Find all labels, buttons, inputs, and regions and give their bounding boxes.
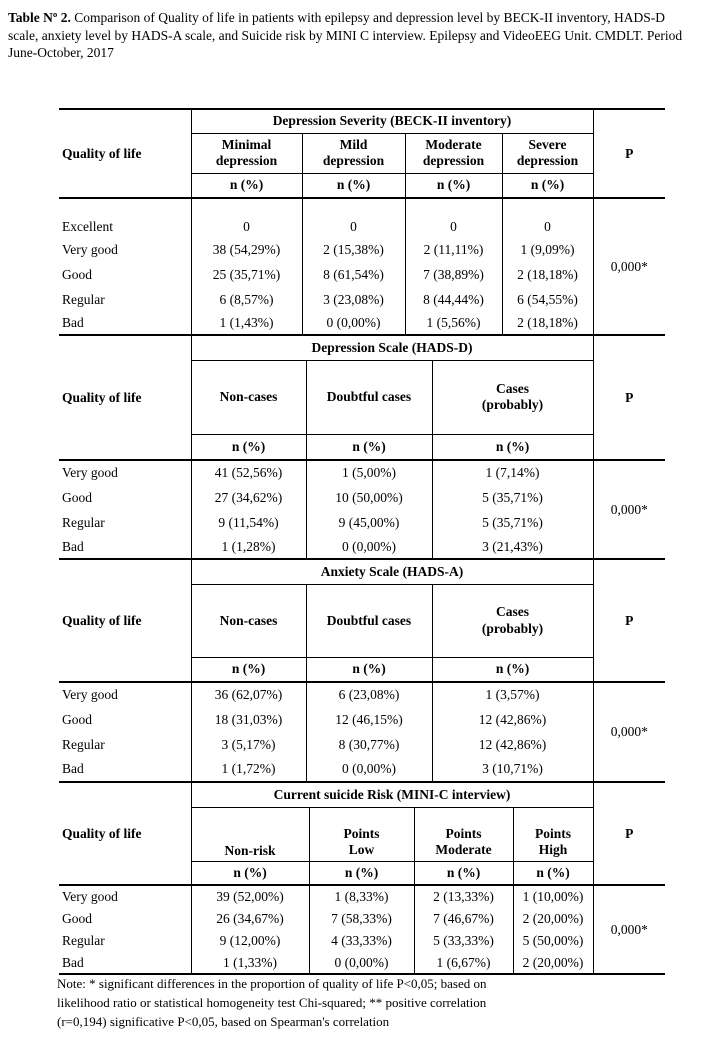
- value-cell: 3 (23,08%): [302, 287, 405, 312]
- count-header: n (%): [191, 173, 302, 198]
- beck-section-table: [59, 108, 665, 336]
- table-row: [59, 287, 665, 312]
- count-header: n (%): [306, 657, 432, 682]
- value-cell: 26 (34,67%): [191, 908, 309, 930]
- count-header: n (%): [302, 173, 405, 198]
- count-header: n (%): [502, 173, 593, 198]
- value-cell: 1 (10,00%): [513, 885, 593, 908]
- value-cell: 0: [405, 216, 502, 237]
- hadsd-section-table: [59, 336, 665, 560]
- table-caption-text: Comparison of Quality of life in patients with epilepsy and depression level by BECK-II inventory, HADS-D scale, anxiety level by HADS-A scale, and Suicide risk by MINI C interview. Epilepsy and VideoEEG Unit. CMDLT. Period June-October, 2017: [8, 10, 683, 60]
- col-header: Mild depression: [302, 133, 405, 173]
- table-row: [59, 707, 665, 732]
- value-cell: 1 (7,14%): [432, 460, 593, 485]
- table-row: [59, 460, 665, 485]
- value-cell: 2 (18,18%): [502, 312, 593, 335]
- count-header: n (%): [191, 657, 306, 682]
- value-cell: 1 (3,57%): [432, 682, 593, 707]
- row-label: Good: [62, 266, 92, 282]
- value-cell: 1 (1,33%): [191, 952, 309, 974]
- value-cell: 1 (1,43%): [191, 312, 302, 335]
- value-cell: 0 (0,00%): [302, 312, 405, 335]
- value-cell: 2 (11,11%): [405, 237, 502, 262]
- row-label: Excellent: [62, 218, 113, 234]
- col-header: Severe depression: [502, 133, 593, 173]
- value-cell: 2 (20,00%): [513, 952, 593, 974]
- value-cell: 1 (1,72%): [191, 757, 306, 782]
- row-header-cell: Quality of life: [59, 560, 191, 682]
- row-label: Bad: [59, 535, 191, 559]
- table-row: [59, 216, 665, 237]
- value-cell: 5 (35,71%): [432, 510, 593, 535]
- table-row: [59, 930, 665, 952]
- section-title: Anxiety Scale (HADS-A): [191, 560, 593, 584]
- row-label: Regular: [62, 736, 105, 752]
- minic-section-table: [59, 783, 665, 975]
- value-cell: 1 (6,67%): [414, 952, 513, 974]
- value-cell: 1 (9,09%): [502, 237, 593, 262]
- section-title: Current suicide Risk (MINI-C interview): [191, 783, 593, 807]
- p-value-cell: 0,000*: [593, 682, 665, 782]
- col-header: Cases (probably): [432, 360, 593, 434]
- p-value-cell: 0,000*: [593, 198, 665, 335]
- count-header: n (%): [414, 861, 513, 885]
- value-cell: 10 (50,00%): [306, 485, 432, 510]
- value-cell: 41 (52,56%): [191, 460, 306, 485]
- value-cell: 5 (33,33%): [414, 930, 513, 952]
- value-cell: 27 (34,62%): [191, 485, 306, 510]
- table-row: [59, 535, 665, 559]
- hadsa-section-table: [59, 560, 665, 783]
- value-cell: 7 (46,67%): [414, 908, 513, 930]
- count-header: n (%): [309, 861, 414, 885]
- value-cell: 8 (61,54%): [302, 262, 405, 287]
- p-value-cell: 0,000*: [593, 885, 665, 974]
- value-cell: 2 (15,38%): [302, 237, 405, 262]
- value-cell: 3 (5,17%): [191, 732, 306, 757]
- p-header: P: [593, 336, 665, 460]
- count-header: n (%): [306, 434, 432, 460]
- value-cell: 6 (23,08%): [306, 682, 432, 707]
- table-row: [59, 262, 665, 287]
- value-cell: 38 (54,29%): [191, 237, 302, 262]
- row-label: Good: [62, 711, 92, 727]
- count-header: n (%): [191, 861, 309, 885]
- row-label: Very good: [62, 241, 118, 257]
- value-cell: 8 (30,77%): [306, 732, 432, 757]
- p-value-cell: 0,000*: [593, 460, 665, 559]
- value-cell: 3 (21,43%): [432, 535, 593, 559]
- col-header: Points Moderate: [414, 807, 513, 861]
- col-header: Points High: [513, 807, 593, 861]
- col-header: Doubtful cases: [306, 360, 432, 434]
- col-header: Cases (probably): [432, 584, 593, 657]
- value-cell: 3 (10,71%): [432, 757, 593, 782]
- row-label: Bad: [59, 952, 191, 974]
- value-cell: 39 (52,00%): [191, 885, 309, 908]
- count-header: n (%): [513, 861, 593, 885]
- value-cell: 0 (0,00%): [309, 952, 414, 974]
- row-label: Regular: [62, 514, 105, 530]
- value-cell: 9 (45,00%): [306, 510, 432, 535]
- row-label: Regular: [62, 291, 105, 307]
- value-cell: 2 (20,00%): [513, 908, 593, 930]
- table-row: [59, 485, 665, 510]
- section-title: Depression Scale (HADS-D): [191, 336, 593, 360]
- table-row: [59, 682, 665, 707]
- value-cell: 12 (42,86%): [432, 732, 593, 757]
- row-label: Regular: [62, 933, 105, 948]
- col-header: Doubtful cases: [306, 584, 432, 657]
- table-row: [59, 732, 665, 757]
- row-label: Very good: [62, 465, 118, 480]
- value-cell: 9 (12,00%): [191, 930, 309, 952]
- value-cell: 0 (0,00%): [306, 535, 432, 559]
- spacer-row: [59, 198, 665, 216]
- table-row: [59, 757, 665, 782]
- row-header-cell: Quality of life: [59, 783, 191, 885]
- count-header: n (%): [432, 657, 593, 682]
- footnote-line: (r=0,194) significative P<0,05, based on Spearman's correlation: [57, 1014, 390, 1029]
- value-cell: 1 (1,28%): [191, 535, 306, 559]
- row-label: Good: [62, 911, 92, 926]
- value-cell: 18 (31,03%): [191, 707, 306, 732]
- value-cell: 2 (13,33%): [414, 885, 513, 908]
- row-label: Very good: [62, 687, 118, 702]
- col-header: Non-risk: [191, 807, 309, 861]
- table-row: [59, 952, 665, 974]
- count-header: n (%): [191, 434, 306, 460]
- results-table: [59, 108, 665, 975]
- row-label: Bad: [59, 757, 191, 782]
- col-header: Moderate depression: [405, 133, 502, 173]
- value-cell: 8 (44,44%): [405, 287, 502, 312]
- row-header-cell: Quality of life: [59, 336, 191, 460]
- value-cell: 1 (5,56%): [405, 312, 502, 335]
- col-header: Points Low: [309, 807, 414, 861]
- value-cell: 7 (58,33%): [309, 908, 414, 930]
- value-cell: 0 (0,00%): [306, 757, 432, 782]
- count-header: n (%): [405, 173, 502, 198]
- value-cell: 9 (11,54%): [191, 510, 306, 535]
- p-header: P: [593, 783, 665, 885]
- table-caption: [8, 9, 684, 62]
- value-cell: 6 (8,57%): [191, 287, 302, 312]
- value-cell: 2 (18,18%): [502, 262, 593, 287]
- value-cell: 1 (5,00%): [306, 460, 432, 485]
- table-row: [59, 312, 665, 335]
- col-header: Minimal depression: [191, 133, 302, 173]
- col-header: Non-cases: [191, 584, 306, 657]
- row-header-cell: Quality of life: [59, 109, 191, 198]
- table-footnote: [57, 974, 669, 1031]
- table-row: [59, 908, 665, 930]
- count-header: n (%): [432, 434, 593, 460]
- value-cell: 12 (42,86%): [432, 707, 593, 732]
- value-cell: 0: [191, 216, 302, 237]
- row-label: Good: [62, 489, 92, 505]
- value-cell: 25 (35,71%): [191, 262, 302, 287]
- value-cell: 6 (54,55%): [502, 287, 593, 312]
- table-row: [59, 885, 665, 908]
- table-row: [59, 237, 665, 262]
- value-cell: 36 (62,07%): [191, 682, 306, 707]
- section-title: Depression Severity (BECK-II inventory): [191, 109, 593, 133]
- value-cell: 0: [502, 216, 593, 237]
- value-cell: 7 (38,89%): [405, 262, 502, 287]
- value-cell: 5 (50,00%): [513, 930, 593, 952]
- value-cell: 0: [302, 216, 405, 237]
- col-header: Non-cases: [191, 360, 306, 434]
- footnote-line: Note: * significant differences in the proportion of quality of life P<0,05; based on: [57, 976, 487, 991]
- footnote-line: likelihood ratio or statistical homogeneity test Chi-squared; ** positive correlation: [57, 995, 487, 1010]
- table-row: [59, 510, 665, 535]
- table-number: Table Nº 2.: [8, 10, 71, 25]
- p-header: P: [593, 109, 665, 198]
- value-cell: 4 (33,33%): [309, 930, 414, 952]
- p-header: P: [593, 560, 665, 682]
- row-label: Very good: [62, 889, 118, 904]
- value-cell: 12 (46,15%): [306, 707, 432, 732]
- row-label: Bad: [59, 312, 191, 335]
- value-cell: 1 (8,33%): [309, 885, 414, 908]
- value-cell: 5 (35,71%): [432, 485, 593, 510]
